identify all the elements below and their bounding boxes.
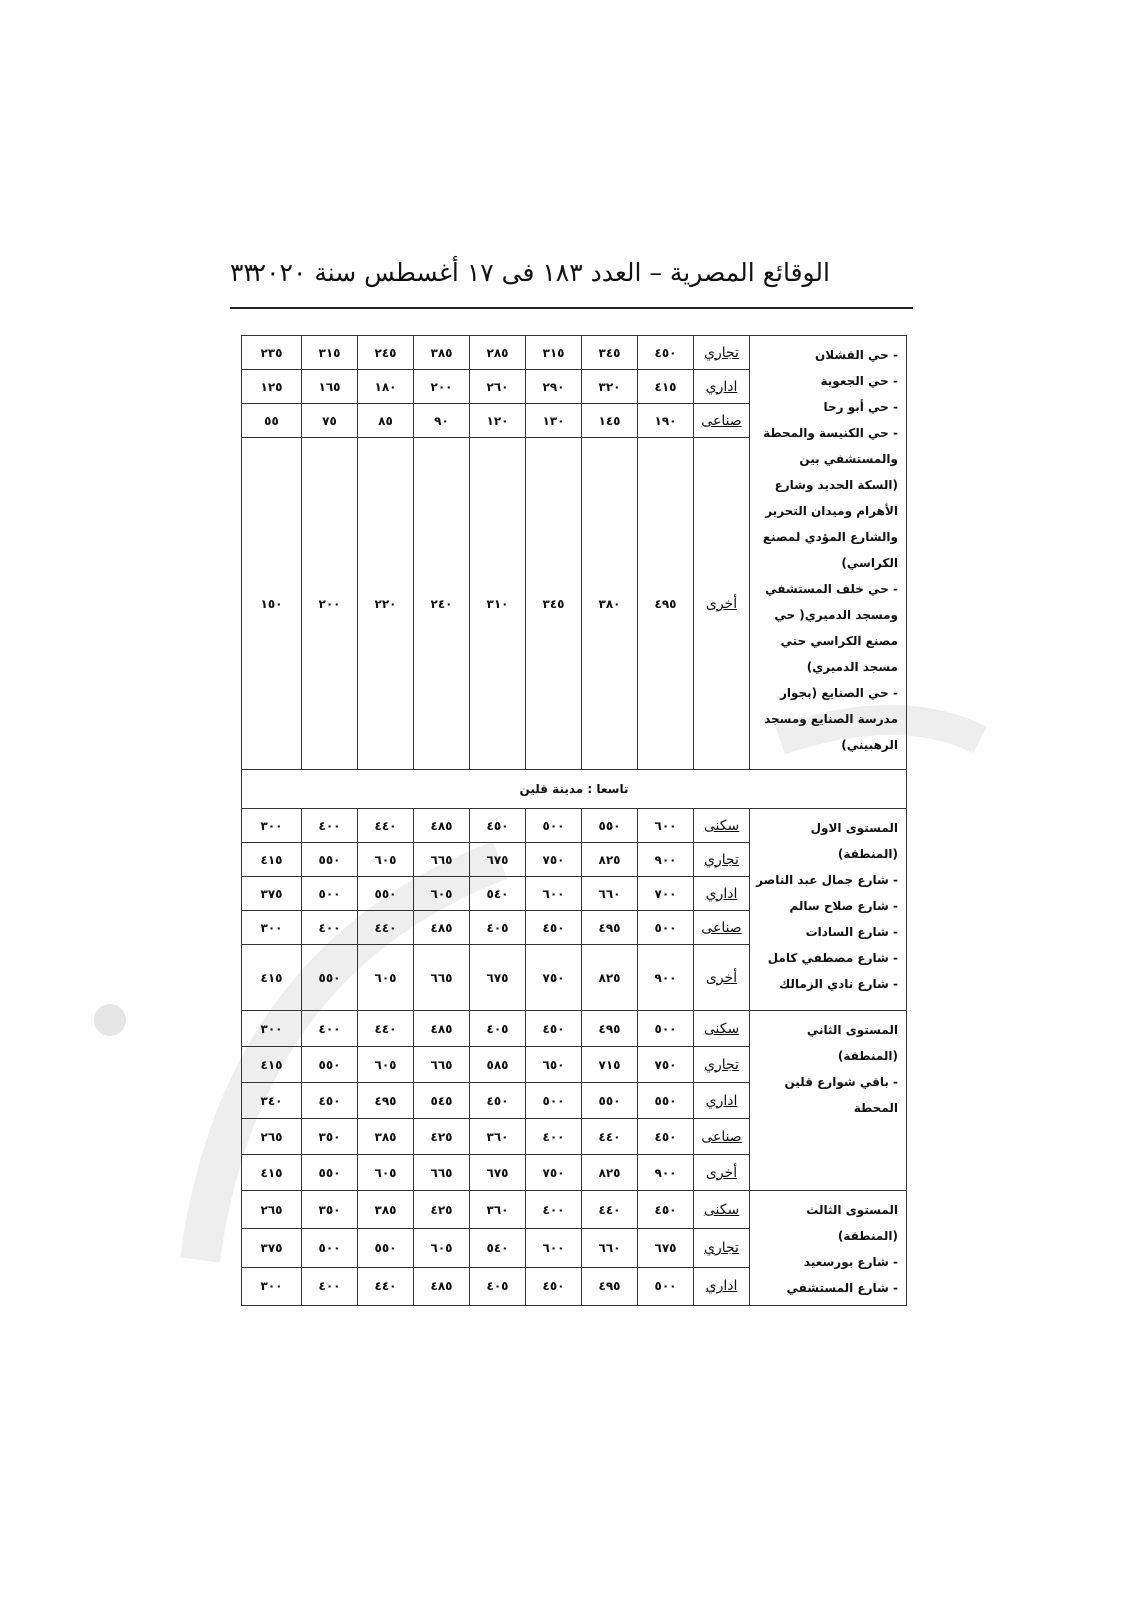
price-cell: ٤٩٥ (358, 1083, 414, 1119)
zone-description (750, 1191, 907, 1306)
price-cell: ١٤٥ (582, 404, 638, 438)
price-cell: ٦٦٠ (582, 1229, 638, 1267)
price-cell: ٧٥ (302, 404, 358, 438)
price-cell: ٣٠٠ (242, 1267, 302, 1305)
usage-type-label: اداري (705, 1278, 738, 1295)
price-cell: ٥٠٠ (526, 1083, 582, 1119)
usage-type-label: صناعى (701, 919, 742, 936)
price-cell: ٣٤٥ (526, 438, 582, 770)
price-cell: ٤٠٠ (302, 911, 358, 945)
price-cell: ٧٥٠ (526, 843, 582, 877)
price-cell: ٥٥٠ (638, 1083, 694, 1119)
zone-line: - شارع صلاح سالم (789, 899, 898, 913)
price-cell: ١٥٠ (242, 438, 302, 770)
price-cell: ٧٥٠ (638, 1047, 694, 1083)
price-cell: ٤٩٥ (582, 1011, 638, 1047)
price-cell: ١٢٥ (242, 370, 302, 404)
price-cell: ٣٨٠ (582, 438, 638, 770)
price-cell: ٤٥٠ (470, 1083, 526, 1119)
price-cell: ٧٥٠ (526, 945, 582, 1011)
price-cell: ٥٨٥ (470, 1047, 526, 1083)
zone-line: - شارع مصطفي كامل (767, 951, 898, 965)
zone-description (750, 809, 907, 1011)
usage-type (694, 370, 750, 404)
price-cell: ٤٤٠ (358, 809, 414, 843)
usage-type (694, 1083, 750, 1119)
price-cell: ٣٢٠ (582, 370, 638, 404)
price-cell: ٥٥٠ (302, 945, 358, 1011)
usage-type (694, 843, 750, 877)
price-cell: ٣٤٥ (582, 336, 638, 370)
price-cell: ٦٦٠ (582, 877, 638, 911)
usage-type-label: اداري (705, 378, 738, 395)
price-cell: ٤٠٠ (302, 809, 358, 843)
price-cell: ٤٨٥ (414, 809, 470, 843)
price-cell: ٣٧٥ (242, 1229, 302, 1267)
price-cell: ٣٧٥ (242, 877, 302, 911)
price-cell: ٨٢٥ (582, 945, 638, 1011)
price-cell: ٤٥٠ (638, 1191, 694, 1229)
zone-line: - شارع جمال عبد الناصر (756, 873, 898, 887)
price-cell: ٤٠٥ (470, 1011, 526, 1047)
usage-type (694, 809, 750, 843)
price-cell: ٤٥٠ (526, 1011, 582, 1047)
price-cell: ٢٩٠ (526, 370, 582, 404)
zone-line: المستوى الثاني (المنطقة) (806, 1023, 898, 1063)
price-cell: ٦٧٥ (470, 1155, 526, 1191)
price-cell: ٥٤٠ (470, 1229, 526, 1267)
price-cell: ٤١٥ (242, 945, 302, 1011)
price-cell: ٤٥٠ (638, 1119, 694, 1155)
price-cell: ٣٠٠ (242, 809, 302, 843)
price-cell: ٦٧٥ (638, 1229, 694, 1267)
price-cell: ٣١٠ (470, 438, 526, 770)
price-cell: ٦٠٥ (358, 1155, 414, 1191)
price-cell: ٥٥٠ (582, 1083, 638, 1119)
usage-type (694, 404, 750, 438)
price-cell: ٤٩٥ (582, 911, 638, 945)
price-cell: ٤٢٥ (414, 1191, 470, 1229)
price-cell: ٤٠٠ (526, 1191, 582, 1229)
price-cell: ٢٦٠ (470, 370, 526, 404)
price-cell: ٧٥٠ (526, 1155, 582, 1191)
zone-line: - حي الكنيسة والمحطة والمستشفي بين (السكة الحديد وشارع الأهرام وميدان التحرير والشارع المؤدي لمصنع الكراسي) (762, 426, 898, 570)
price-cell: ٩٠٠ (638, 945, 694, 1011)
price-cell: ٤١٥ (242, 1155, 302, 1191)
zone-line: المستوى الاول (المنطقة) (810, 821, 898, 861)
price-cell: ٩٠٠ (638, 1155, 694, 1191)
page-number: ٣٣ (230, 258, 257, 287)
price-cell: ٥٥٠ (302, 1047, 358, 1083)
price-cell: ٦٠٥ (414, 877, 470, 911)
price-cell: ٥٥٠ (302, 1155, 358, 1191)
price-cell: ٣٦٠ (470, 1119, 526, 1155)
price-cell: ٤٩٥ (582, 1267, 638, 1305)
usage-type (694, 1191, 750, 1229)
price-cell: ٤٩٥ (638, 438, 694, 770)
table-row (242, 1191, 907, 1229)
section-heading: تاسعا : مدينة قلين (242, 770, 907, 809)
price-cell: ٤٨٥ (414, 911, 470, 945)
price-cell: ٥٤٠ (470, 877, 526, 911)
usage-type (694, 1011, 750, 1047)
zone-line: - حي الجعوية (820, 374, 898, 388)
price-cell: ٣٠٠ (242, 911, 302, 945)
usage-type-label: سكنى (703, 1201, 740, 1218)
price-cell: ٥٠٠ (638, 911, 694, 945)
price-cell: ٩٠ (414, 404, 470, 438)
price-cell: ٣٦٠ (470, 1191, 526, 1229)
price-cell: ٤٥٠ (470, 809, 526, 843)
price-cell: ٨٢٥ (582, 843, 638, 877)
usage-type-label: أخرى (705, 1164, 738, 1181)
price-cell: ٣١٥ (526, 336, 582, 370)
price-cell: ٣٠٠ (242, 1011, 302, 1047)
price-cell: ١٦٥ (302, 370, 358, 404)
price-cell: ٧٠٠ (638, 877, 694, 911)
price-cell: ٦٠٥ (414, 1229, 470, 1267)
zone-description (750, 336, 907, 770)
price-cell: ٢٠٠ (414, 370, 470, 404)
price-cell: ٤٤٠ (582, 1191, 638, 1229)
usage-type (694, 1155, 750, 1191)
price-cell: ٤٤٠ (358, 1011, 414, 1047)
price-cell: ٤٤٠ (582, 1119, 638, 1155)
zone-line: - شارع نادي الزمالك (779, 977, 898, 991)
price-cell: ٤٠٠ (302, 1267, 358, 1305)
price-cell: ٢٨٥ (470, 336, 526, 370)
price-cell: ٤٠٠ (302, 1011, 358, 1047)
price-cell: ٤١٥ (638, 370, 694, 404)
usage-type-label: سكنى (703, 1020, 740, 1037)
usage-type-label: اداري (705, 885, 738, 902)
price-cell: ٢٣٥ (242, 336, 302, 370)
land-price-table (241, 335, 907, 1306)
price-cell: ٢٤٠ (414, 438, 470, 770)
price-cell: ٤٥٠ (526, 911, 582, 945)
price-cell: ٢٢٠ (358, 438, 414, 770)
zone-line: - حي الصنايع (بجوار مدرسة الصنايع ومسجد الرهبيني) (764, 686, 898, 752)
usage-type (694, 1229, 750, 1267)
price-cell: ٦٠٥ (358, 843, 414, 877)
usage-type (694, 1119, 750, 1155)
usage-type-label: اداري (705, 1092, 738, 1109)
price-cell: ٤٥٠ (526, 1267, 582, 1305)
price-cell: ٩٠٠ (638, 843, 694, 877)
price-cell: ٤٥٠ (302, 1083, 358, 1119)
price-cell: ٦٥٠ (526, 1047, 582, 1083)
price-cell: ٥٠٠ (302, 877, 358, 911)
table-row (242, 1011, 907, 1047)
usage-type-label: أخرى (705, 969, 738, 986)
price-cell: ٧١٥ (582, 1047, 638, 1083)
price-cell: ٥٥٠ (358, 1229, 414, 1267)
price-cell: ١٨٠ (358, 370, 414, 404)
price-cell: ٢٦٥ (242, 1119, 302, 1155)
usage-type-label: تجاري (704, 1239, 739, 1256)
price-cell: ١٣٠ (526, 404, 582, 438)
usage-type-label: تجاري (704, 344, 739, 361)
price-cell: ٢٦٥ (242, 1191, 302, 1229)
table-row (242, 809, 907, 843)
price-cell: ٥٥٠ (302, 843, 358, 877)
price-cell: ٣١٥ (302, 336, 358, 370)
price-cell: ٥٥٠ (358, 877, 414, 911)
price-cell: ٦٠٠ (526, 877, 582, 911)
usage-type (694, 438, 750, 770)
price-cell: ٣٨٥ (358, 1191, 414, 1229)
zone-description (750, 1011, 907, 1191)
zone-line: - شارع المستشفي (786, 1281, 898, 1295)
price-cell: ٦٧٥ (470, 843, 526, 877)
usage-type (694, 877, 750, 911)
price-cell: ٣٥٠ (302, 1119, 358, 1155)
header-divider (230, 307, 913, 309)
usage-type-label: صناعى (701, 1128, 742, 1145)
price-cell: ٢٠٠ (302, 438, 358, 770)
usage-type (694, 911, 750, 945)
price-cell: ٦٦٥ (414, 843, 470, 877)
price-cell: ٣٨٥ (414, 336, 470, 370)
usage-type-label: تجاري (704, 851, 739, 868)
price-cell: ٥٠٠ (526, 809, 582, 843)
price-cell: ٣٤٠ (242, 1083, 302, 1119)
section-row (242, 770, 907, 809)
price-cell: ١٢٠ (470, 404, 526, 438)
price-cell: ٨٢٥ (582, 1155, 638, 1191)
price-cell: ٤٨٥ (414, 1267, 470, 1305)
price-cell: ٦٠٠ (638, 809, 694, 843)
zone-line: - حي خلف المستشفي ومسجد الدميري( حي مصنع الكراسي حتي مسجد الدميري) (765, 582, 898, 674)
price-cell: ٤٤٠ (358, 1267, 414, 1305)
price-cell: ٥٥ (242, 404, 302, 438)
table-row (242, 336, 907, 370)
price-cell: ٤٨٥ (414, 1011, 470, 1047)
zone-line: - حي أبو رحا (823, 400, 898, 414)
price-cell: ٦٦٥ (414, 945, 470, 1011)
price-cell: ٤١٥ (242, 1047, 302, 1083)
usage-type-label: صناعى (701, 412, 742, 429)
price-cell: ٦٠٥ (358, 945, 414, 1011)
price-cell: ٦٦٥ (414, 1047, 470, 1083)
price-cell: ٢٤٥ (358, 336, 414, 370)
price-cell: ٣٥٠ (302, 1191, 358, 1229)
usage-type (694, 1047, 750, 1083)
price-cell: ٣٨٥ (358, 1119, 414, 1155)
usage-type (694, 336, 750, 370)
usage-type-label: سكنى (703, 817, 740, 834)
price-cell: ٤٠٥ (470, 1267, 526, 1305)
price-cell: ٥٠٠ (638, 1267, 694, 1305)
price-cell: ٤٥٠ (638, 336, 694, 370)
page-header (230, 258, 910, 298)
zone-line: - شارع بورسعيد (803, 1255, 898, 1269)
zone-line: المستوى الثالث (المنطقة) (806, 1203, 898, 1243)
price-cell: ٤٠٥ (470, 911, 526, 945)
price-cell: ٨٥ (358, 404, 414, 438)
gazette-title: الوقائع المصرية – العدد ١٨٣ فى ١٧ أغسطس سنة ٢٠٢٠ (252, 258, 830, 287)
price-cell: ٤٢٥ (414, 1119, 470, 1155)
usage-type-label: تجاري (704, 1056, 739, 1073)
zone-line: - باقي شوارع قلين المحطة (784, 1075, 898, 1115)
price-cell: ٥٠٠ (302, 1229, 358, 1267)
usage-type (694, 1267, 750, 1305)
zone-line: - شارع السادات (805, 925, 898, 939)
price-cell: ٤٠٠ (526, 1119, 582, 1155)
usage-type (694, 945, 750, 1011)
price-cell: ٥٠٠ (638, 1011, 694, 1047)
price-cell: ٦٦٥ (414, 1155, 470, 1191)
price-cell: ٥٥٠ (582, 809, 638, 843)
price-cell: ٦٠٠ (526, 1229, 582, 1267)
price-cell: ٦٠٥ (358, 1047, 414, 1083)
price-cell: ٥٤٥ (414, 1083, 470, 1119)
price-cell: ٤١٥ (242, 843, 302, 877)
price-cell: ٤٤٠ (358, 911, 414, 945)
price-cell: ١٩٠ (638, 404, 694, 438)
price-cell: ٦٧٥ (470, 945, 526, 1011)
zone-line: - حي القشلان (815, 348, 898, 362)
usage-type-label: أخرى (705, 595, 738, 612)
